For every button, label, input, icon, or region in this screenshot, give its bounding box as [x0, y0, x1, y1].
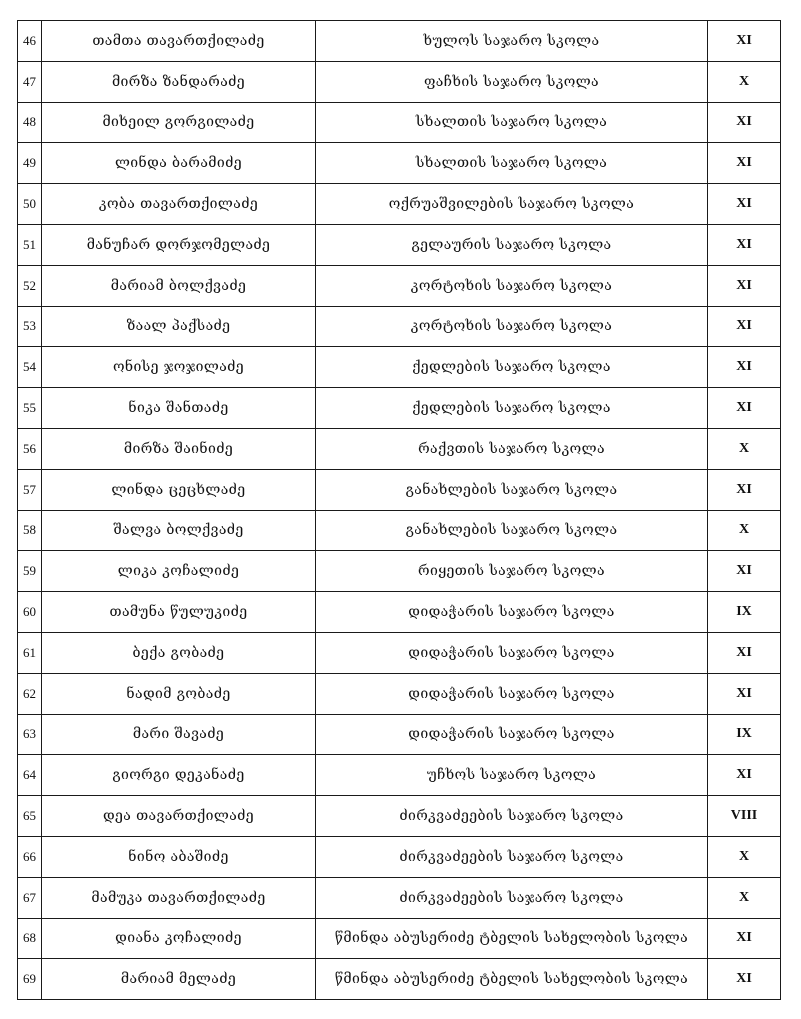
table-row: [18, 510, 781, 551]
row-number: 49: [18, 143, 42, 184]
row-number: 65: [18, 796, 42, 837]
student-name: მარიამ ბოლქვაძე: [42, 265, 316, 306]
table-row: [18, 836, 781, 877]
school-name: ქედლების საჯარო სკოლა: [316, 347, 708, 388]
school-name: კორტოხის საჯარო სკოლა: [316, 265, 708, 306]
school-name: უჩხოს საჯარო სკოლა: [316, 755, 708, 796]
row-number: 55: [18, 388, 42, 429]
grade-cell: XI: [708, 21, 781, 62]
school-name: განახლების საჯარო სკოლა: [316, 510, 708, 551]
table-row: [18, 61, 781, 102]
grade-cell: XI: [708, 673, 781, 714]
row-number: 58: [18, 510, 42, 551]
table-row: [18, 388, 781, 429]
grade-cell: IX: [708, 592, 781, 633]
grade-cell: XI: [708, 918, 781, 959]
grade-cell: XI: [708, 469, 781, 510]
school-name: ხულოს საჯარო სკოლა: [316, 21, 708, 62]
table-body: [18, 21, 781, 1000]
grade-cell: XI: [708, 265, 781, 306]
table-row: [18, 184, 781, 225]
table-row: [18, 673, 781, 714]
school-name: რაქვთის საჯარო სკოლა: [316, 428, 708, 469]
student-name: ზაალ პაქსაძე: [42, 306, 316, 347]
school-name: წმინდა აბუსერიძე ტბელის სახელობის სკოლა: [316, 959, 708, 1000]
school-name: დიდაჭარის საჯარო სკოლა: [316, 632, 708, 673]
student-name: შალვა ბოლქვაძე: [42, 510, 316, 551]
table-row: [18, 755, 781, 796]
row-number: 67: [18, 877, 42, 918]
student-name: ლინდა ცეცხლაძე: [42, 469, 316, 510]
table-row: [18, 306, 781, 347]
row-number: 68: [18, 918, 42, 959]
table-row: [18, 428, 781, 469]
table-row: [18, 224, 781, 265]
student-name: ნიკა შანთაძე: [42, 388, 316, 429]
grade-cell: XI: [708, 632, 781, 673]
school-name: განახლების საჯარო სკოლა: [316, 469, 708, 510]
grade-cell: XI: [708, 306, 781, 347]
student-name: მიხეილ გორგილაძე: [42, 102, 316, 143]
school-name: ოქრუაშვილების საჯარო სკოლა: [316, 184, 708, 225]
row-number: 56: [18, 428, 42, 469]
student-name: თამთა თავართქილაძე: [42, 21, 316, 62]
grade-cell: VIII: [708, 796, 781, 837]
student-name: კობა თავართქილაძე: [42, 184, 316, 225]
grade-cell: XI: [708, 184, 781, 225]
school-name: წმინდა აბუსერიძე ტბელის სახელობის სკოლა: [316, 918, 708, 959]
table-row: [18, 796, 781, 837]
student-name: ნინო აბაშიძე: [42, 836, 316, 877]
row-number: 52: [18, 265, 42, 306]
row-number: 62: [18, 673, 42, 714]
grade-cell: IX: [708, 714, 781, 755]
grade-cell: X: [708, 428, 781, 469]
grade-cell: X: [708, 877, 781, 918]
school-name: რიყეთის საჯარო სკოლა: [316, 551, 708, 592]
row-number: 46: [18, 21, 42, 62]
row-number: 53: [18, 306, 42, 347]
school-name: ძირკვაძეების საჯარო სკოლა: [316, 836, 708, 877]
school-name: დიდაჭარის საჯარო სკოლა: [316, 673, 708, 714]
student-name: გიორგი დეკანაძე: [42, 755, 316, 796]
row-number: 47: [18, 61, 42, 102]
row-number: 51: [18, 224, 42, 265]
student-name: მამუკა თავართქილაძე: [42, 877, 316, 918]
school-name: დიდაჭარის საჯარო სკოლა: [316, 592, 708, 633]
student-name: მანუჩარ დორჯომელაძე: [42, 224, 316, 265]
table-row: [18, 551, 781, 592]
grade-cell: XI: [708, 102, 781, 143]
school-name: სხალთის საჯარო სკოლა: [316, 102, 708, 143]
row-number: 48: [18, 102, 42, 143]
student-name: ბექა გობაძე: [42, 632, 316, 673]
grade-cell: XI: [708, 143, 781, 184]
table-row: [18, 918, 781, 959]
row-number: 64: [18, 755, 42, 796]
grade-cell: XI: [708, 959, 781, 1000]
table-row: [18, 959, 781, 1000]
school-name: გელაურის საჯარო სკოლა: [316, 224, 708, 265]
row-number: 60: [18, 592, 42, 633]
grade-cell: XI: [708, 551, 781, 592]
table-row: [18, 143, 781, 184]
grade-cell: XI: [708, 388, 781, 429]
student-name: მირზა შაინიძე: [42, 428, 316, 469]
row-number: 66: [18, 836, 42, 877]
school-name: დიდაჭარის საჯარო სკოლა: [316, 714, 708, 755]
row-number: 57: [18, 469, 42, 510]
student-name: ნადიმ გობაძე: [42, 673, 316, 714]
grade-cell: XI: [708, 224, 781, 265]
row-number: 63: [18, 714, 42, 755]
table-row: [18, 632, 781, 673]
student-name: დიანა კოჩალიძე: [42, 918, 316, 959]
school-name: სხალთის საჯარო სკოლა: [316, 143, 708, 184]
school-name: ძირკვაძეების საჯარო სკოლა: [316, 796, 708, 837]
row-number: 61: [18, 632, 42, 673]
row-number: 54: [18, 347, 42, 388]
grade-cell: XI: [708, 347, 781, 388]
participants-table: [17, 20, 781, 1000]
student-name: ონისე ჯოჯილაძე: [42, 347, 316, 388]
grade-cell: X: [708, 510, 781, 551]
school-name: ქედლების საჯარო სკოლა: [316, 388, 708, 429]
table-row: [18, 21, 781, 62]
student-name: ლინდა ბარამიძე: [42, 143, 316, 184]
table-row: [18, 469, 781, 510]
student-name: მირზა ზანდარაძე: [42, 61, 316, 102]
table-row: [18, 592, 781, 633]
grade-cell: X: [708, 836, 781, 877]
school-name: ძირკვაძეების საჯარო სკოლა: [316, 877, 708, 918]
table-row: [18, 347, 781, 388]
school-name: კორტოხის საჯარო სკოლა: [316, 306, 708, 347]
grade-cell: XI: [708, 755, 781, 796]
table-row: [18, 714, 781, 755]
table-row: [18, 265, 781, 306]
student-name: დეა თავართქილაძე: [42, 796, 316, 837]
row-number: 69: [18, 959, 42, 1000]
table-row: [18, 102, 781, 143]
student-name: მარი შავაძე: [42, 714, 316, 755]
table-row: [18, 877, 781, 918]
student-name: თამუნა წულუკიძე: [42, 592, 316, 633]
row-number: 59: [18, 551, 42, 592]
student-name: ლიკა კოჩალიძე: [42, 551, 316, 592]
school-name: ფაჩხის საჯარო სკოლა: [316, 61, 708, 102]
student-name: მარიამ მელაძე: [42, 959, 316, 1000]
row-number: 50: [18, 184, 42, 225]
grade-cell: X: [708, 61, 781, 102]
